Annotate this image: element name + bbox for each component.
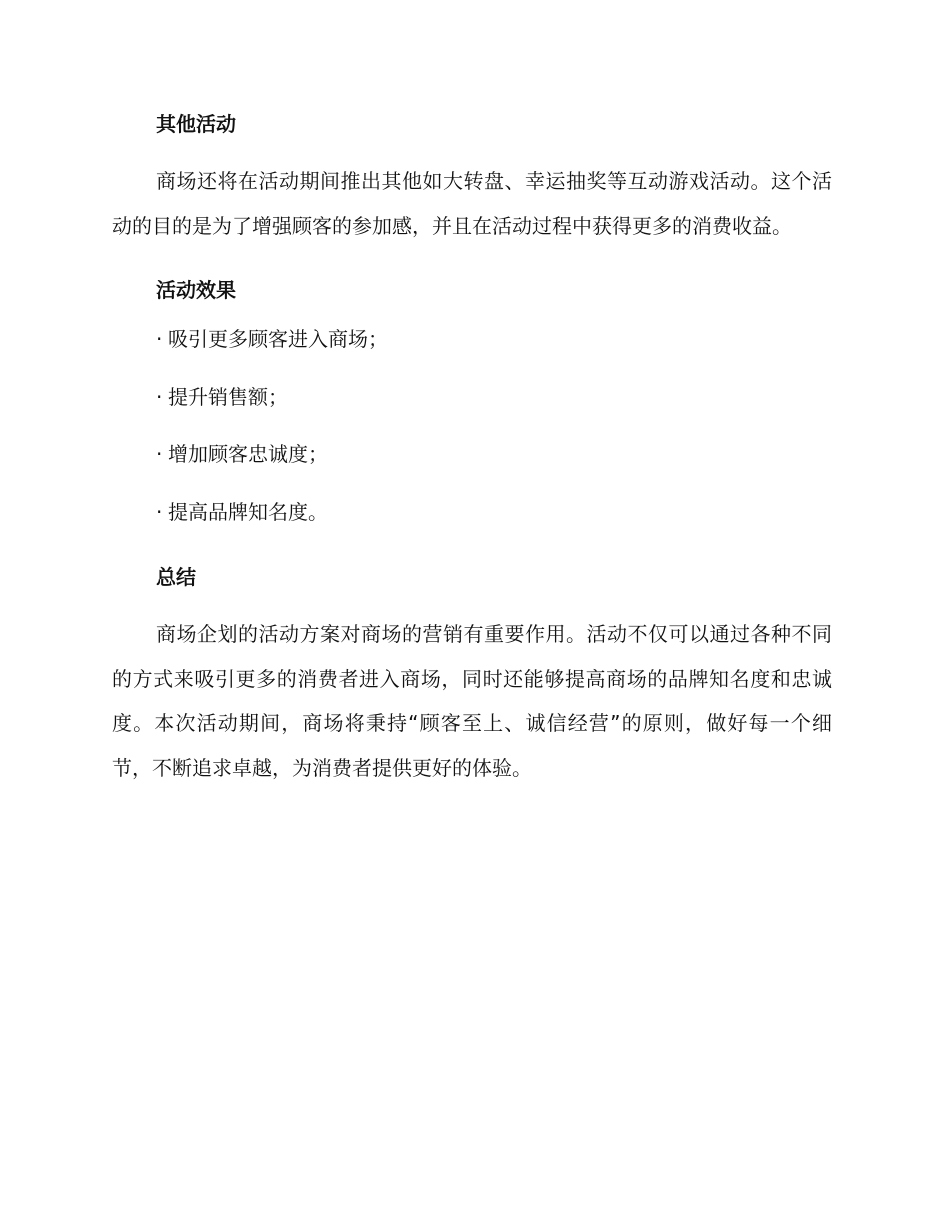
section-heading: 活动效果	[156, 278, 236, 302]
list-item-text: 提升销售额；	[168, 384, 288, 409]
list-item	[112, 498, 832, 527]
section-paragraph: 商场企划的活动方案对商场的营销有重要作用。活动不仅可以通过各种不同的方式来吸引更多的消费者进入商场，同时还能够提高商场的品牌知名度和忠诚度。本次活动期间，商场将秉持“顾客至上、诚信经营”的原则，做好每一个细节，不断追求卓越，为消费者提供更好的体验。	[112, 622, 832, 780]
bullet-icon: ·	[156, 442, 163, 466]
effects-list	[112, 325, 832, 527]
document-page	[112, 110, 832, 818]
section-activity-effects	[112, 276, 832, 535]
list-item	[112, 383, 832, 412]
section-heading: 总结	[156, 565, 196, 589]
list-item-text: 增加顾客忠诚度；	[168, 442, 328, 466]
section-heading: 其他活动	[156, 112, 236, 136]
list-item-text: 吸引更多顾客进入商场；	[168, 327, 388, 351]
section-summary	[112, 563, 832, 798]
section-other-activities	[112, 110, 832, 256]
list-item	[112, 325, 832, 354]
bullet-icon: ·	[156, 384, 163, 409]
section-paragraph: 商场还将在活动期间推出其他如大转盘、幸运抽奖等互动游戏活动。这个活动的目的是为了增强顾客的参加感，并且在活动过程中获得更多的消费收益。	[112, 169, 832, 238]
bullet-icon: ·	[156, 499, 163, 524]
list-item	[112, 440, 832, 469]
bullet-icon: ·	[156, 327, 163, 351]
list-item-text: 提高品牌知名度。	[168, 499, 328, 524]
